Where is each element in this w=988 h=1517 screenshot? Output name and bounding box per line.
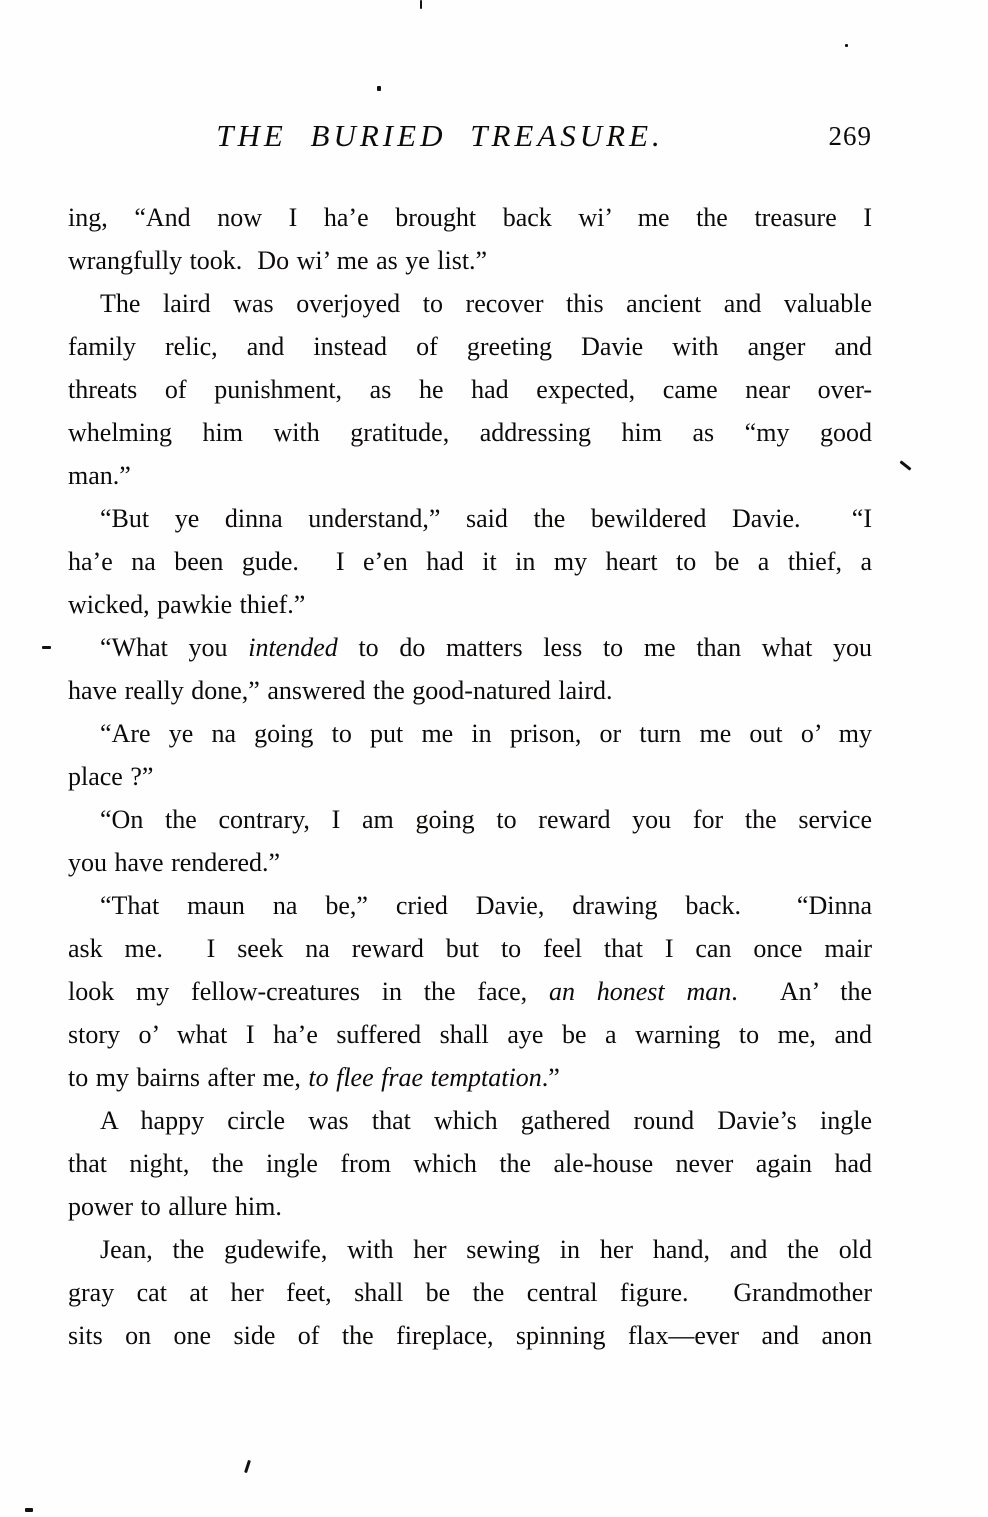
text-line: [68, 497, 872, 540]
text-run: gray cat at her feet, shall be the central figure. Grandmother: [68, 1278, 872, 1307]
text-line: [68, 927, 872, 970]
text-line: [68, 454, 872, 497]
text-run: man.”: [68, 461, 131, 490]
scan-artifact: [845, 44, 848, 47]
text-line: [68, 540, 872, 583]
text-run: family relic, and instead of greeting Davie with anger and: [68, 332, 872, 361]
paragraph: [68, 798, 872, 884]
text-run: The laird was overjoyed to recover this ancient and valuable: [100, 289, 872, 318]
text-run: . An’ the: [731, 977, 872, 1006]
text-run: you have rendered.”: [68, 848, 281, 877]
text-line: [68, 626, 872, 669]
text-line: [68, 282, 872, 325]
scan-artifact: [377, 86, 381, 91]
text-line: [68, 1228, 872, 1271]
text-run: place ?”: [68, 762, 154, 791]
text-line: [68, 411, 872, 454]
text-run: story o’ what I ha’e suffered shall aye be a warning to me, and: [68, 1020, 872, 1049]
paragraph: [68, 626, 872, 712]
text-line: [68, 368, 872, 411]
body-text: [68, 196, 872, 1357]
text-run: have really done,” answered the good-natured laird.: [68, 676, 613, 705]
paragraph: [68, 196, 872, 282]
text-run: look my fellow-creatures in the face,: [68, 977, 549, 1006]
scan-artifact: [420, 0, 422, 9]
text-run: ha’e na been gude. I e’en had it in my heart to be a thief, a: [68, 547, 872, 576]
text-run: wicked, pawkie thief.”: [68, 590, 306, 619]
text-run: whelming him with gratitude, addressing him as “my good: [68, 418, 872, 447]
text-line: [68, 1314, 872, 1357]
text-run: ask me. I seek na reward but to feel that I can once mair: [68, 934, 872, 963]
text-line: [68, 970, 872, 1013]
text-run: “What you: [100, 633, 249, 662]
paragraph: [68, 1099, 872, 1228]
text-line: [68, 583, 872, 626]
text-run: sits on one side of the fireplace, spinning flax—ever and anon: [68, 1321, 872, 1350]
text-run: “Are ye na going to put me in prison, or turn me out o’ my: [100, 719, 872, 748]
text-line: [68, 1056, 872, 1099]
text-line: [68, 712, 872, 755]
text-line: [68, 239, 872, 282]
scan-artifact: [25, 1508, 33, 1512]
text-line: [68, 669, 872, 712]
text-line: [68, 1271, 872, 1314]
text-run: ing, “And now I ha’e brought back wi’ me the treasure I: [68, 203, 872, 232]
text-run: “On the contrary, I am going to reward you for the service: [100, 805, 872, 834]
text-line: [68, 755, 872, 798]
text-line: [68, 196, 872, 239]
text-run: .”: [541, 1063, 560, 1092]
text-run: to do matters less to me than what you: [337, 633, 872, 662]
paragraph: [68, 884, 872, 1099]
text-run: wrangfully took. Do wi’ me as ye list.”: [68, 246, 488, 275]
text-run: Jean, the gudewife, with her sewing in her hand, and the old: [100, 1235, 872, 1264]
text-line: [68, 325, 872, 368]
paragraph: [68, 712, 872, 798]
text-line: [68, 884, 872, 927]
text-run: threats of punishment, as he had expected, came near over-: [68, 375, 872, 404]
text-run: to my bairns after me,: [68, 1063, 309, 1092]
scan-artifact: [899, 460, 911, 470]
paragraph: [68, 1228, 872, 1357]
italic-run: intended: [248, 633, 338, 662]
text-run: that night, the ingle from which the ale-house never again had: [68, 1149, 872, 1178]
text-line: [68, 841, 872, 884]
scan-artifact: [244, 1460, 251, 1473]
text-line: [68, 1099, 872, 1142]
page-header: [68, 118, 872, 164]
paragraph: [68, 497, 872, 626]
italic-run: to flee frae temptation: [308, 1063, 542, 1092]
text-line: [68, 1013, 872, 1056]
scan-artifact: [42, 646, 51, 649]
text-line: [68, 1185, 872, 1228]
page-title: THE BURIED TREASURE.: [216, 118, 664, 153]
text-run: “That maun na be,” cried Davie, drawing back. “Dinna: [100, 891, 872, 920]
text-line: [68, 798, 872, 841]
page-number: 269: [828, 121, 872, 151]
text-run: power to allure him.: [68, 1192, 282, 1221]
text-run: “But ye dinna understand,” said the bewildered Davie. “I: [100, 504, 872, 533]
italic-run: an honest man: [548, 977, 732, 1006]
paragraph: [68, 282, 872, 497]
text-run: A happy circle was that which gathered round Davie’s ingle: [100, 1106, 872, 1135]
text-line: [68, 1142, 872, 1185]
